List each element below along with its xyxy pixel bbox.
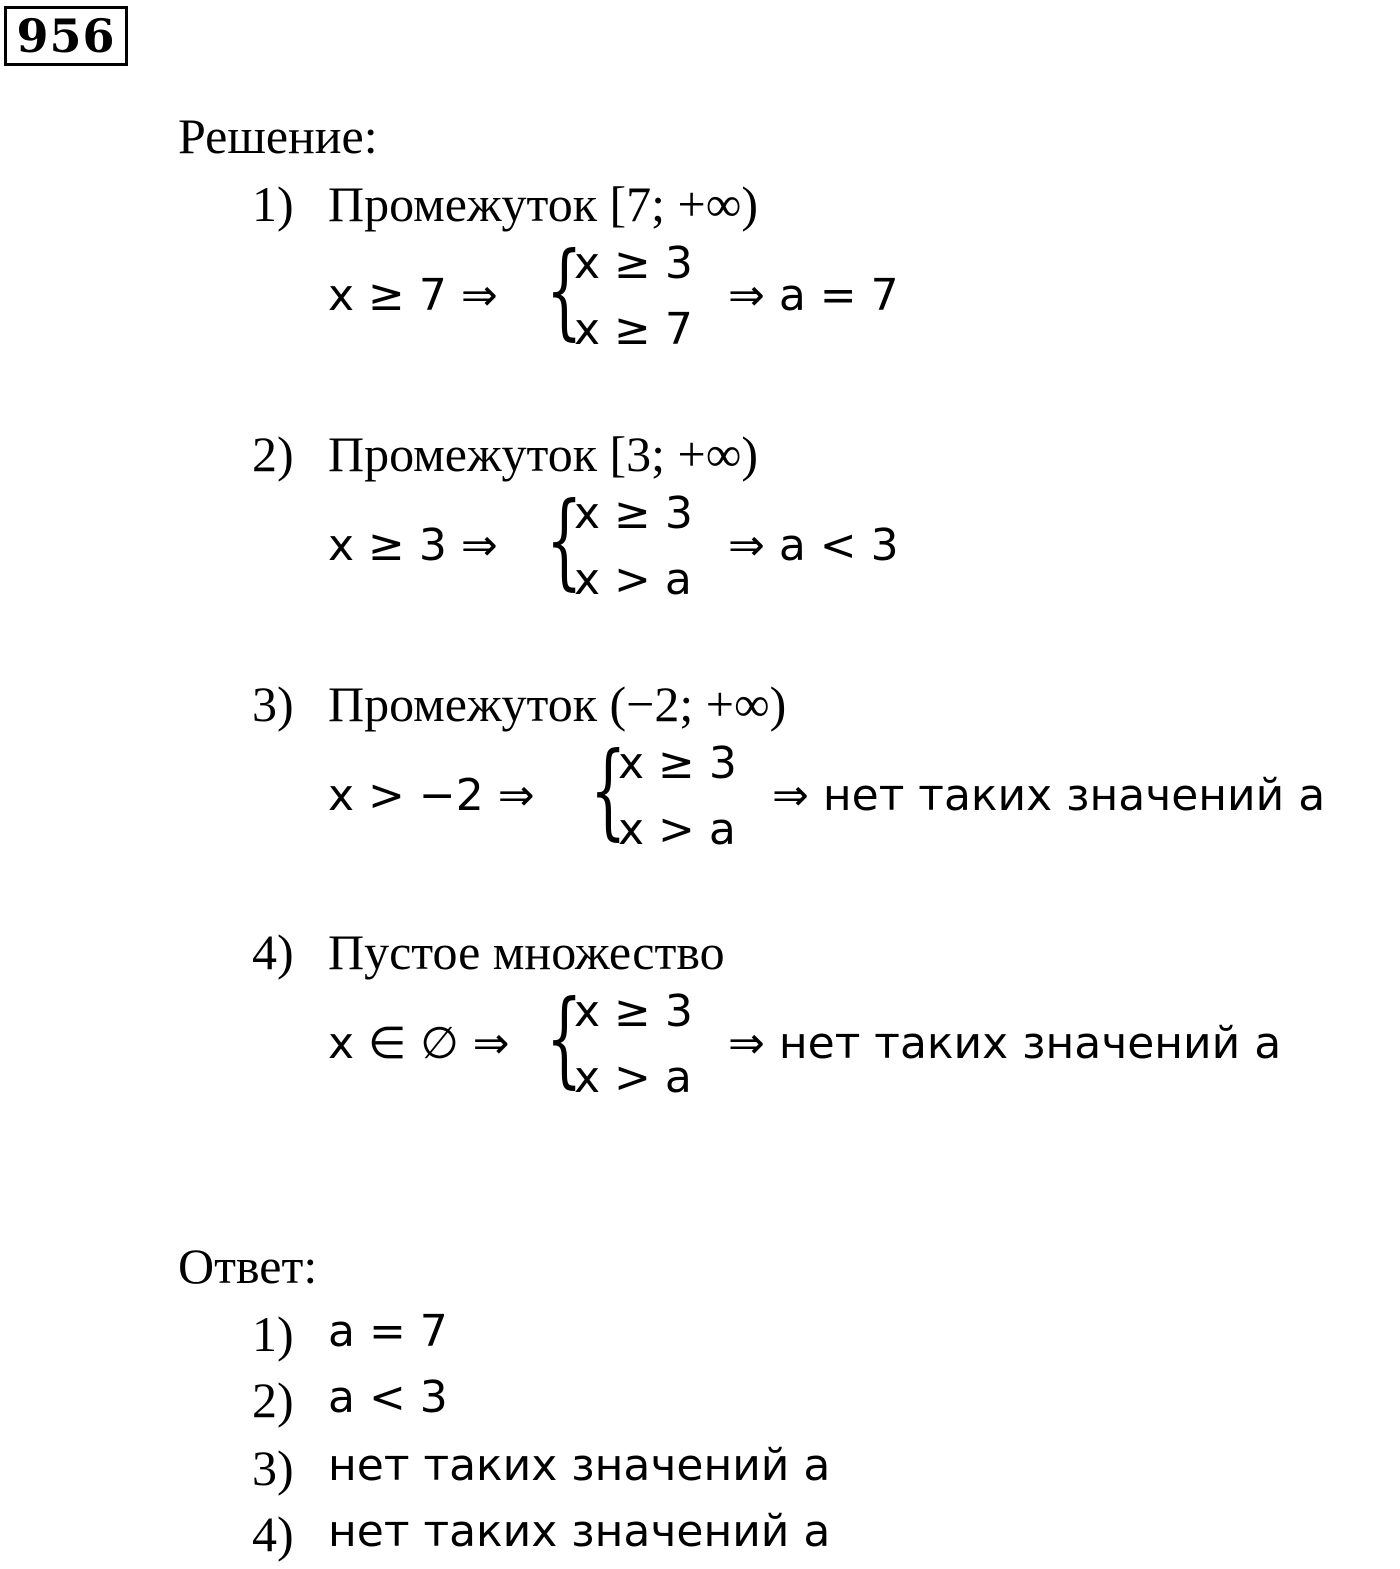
- system-line-1: x ≥ 3: [574, 986, 693, 1037]
- system-brace: {: [590, 729, 627, 851]
- case-lhs: x > −2 ⇒: [328, 770, 535, 821]
- answer-text: a = 7: [328, 1306, 448, 1357]
- case-lhs: x ≥ 3 ⇒: [328, 520, 498, 571]
- system-line-2: x > a: [574, 554, 692, 605]
- case-title: Промежуток [7; +∞): [328, 176, 759, 232]
- system-brace: {: [546, 977, 583, 1099]
- system-line-2: x > a: [618, 804, 736, 855]
- case-lhs: x ≥ 7 ⇒: [328, 270, 498, 321]
- answer-index: 3): [252, 1440, 294, 1496]
- case-title: Пустое множество: [328, 924, 725, 980]
- answer-index: 2): [252, 1372, 294, 1428]
- problem-number: 956: [4, 6, 128, 66]
- answer-index: 4): [252, 1506, 294, 1562]
- case-index: 3): [252, 676, 294, 732]
- case-rhs: ⇒ a = 7: [728, 270, 899, 321]
- case-lhs: x ∈ ∅ ⇒: [328, 1018, 510, 1069]
- system-line-2: x > a: [574, 1052, 692, 1103]
- system-line-1: x ≥ 3: [618, 738, 737, 789]
- case-index: 4): [252, 924, 294, 980]
- answer-text: нет таких значений a: [328, 1440, 831, 1491]
- answer-heading: Ответ:: [178, 1238, 318, 1294]
- system-brace: {: [546, 479, 583, 601]
- case-rhs: ⇒ нет таких значений a: [772, 770, 1326, 821]
- answer-index: 1): [252, 1306, 294, 1362]
- case-rhs: ⇒ a < 3: [728, 520, 899, 571]
- case-title: Промежуток (−2; +∞): [328, 676, 787, 732]
- case-index: 1): [252, 176, 294, 232]
- case-index: 2): [252, 426, 294, 482]
- answer-text: a < 3: [328, 1372, 448, 1423]
- system-brace: {: [546, 229, 583, 351]
- system-line-1: x ≥ 3: [574, 488, 693, 539]
- system-line-2: x ≥ 7: [574, 304, 693, 355]
- case-rhs: ⇒ нет таких значений a: [728, 1018, 1282, 1069]
- solution-heading: Решение:: [178, 108, 378, 164]
- system-line-1: x ≥ 3: [574, 238, 693, 289]
- case-title: Промежуток [3; +∞): [328, 426, 759, 482]
- answer-text: нет таких значений a: [328, 1506, 831, 1557]
